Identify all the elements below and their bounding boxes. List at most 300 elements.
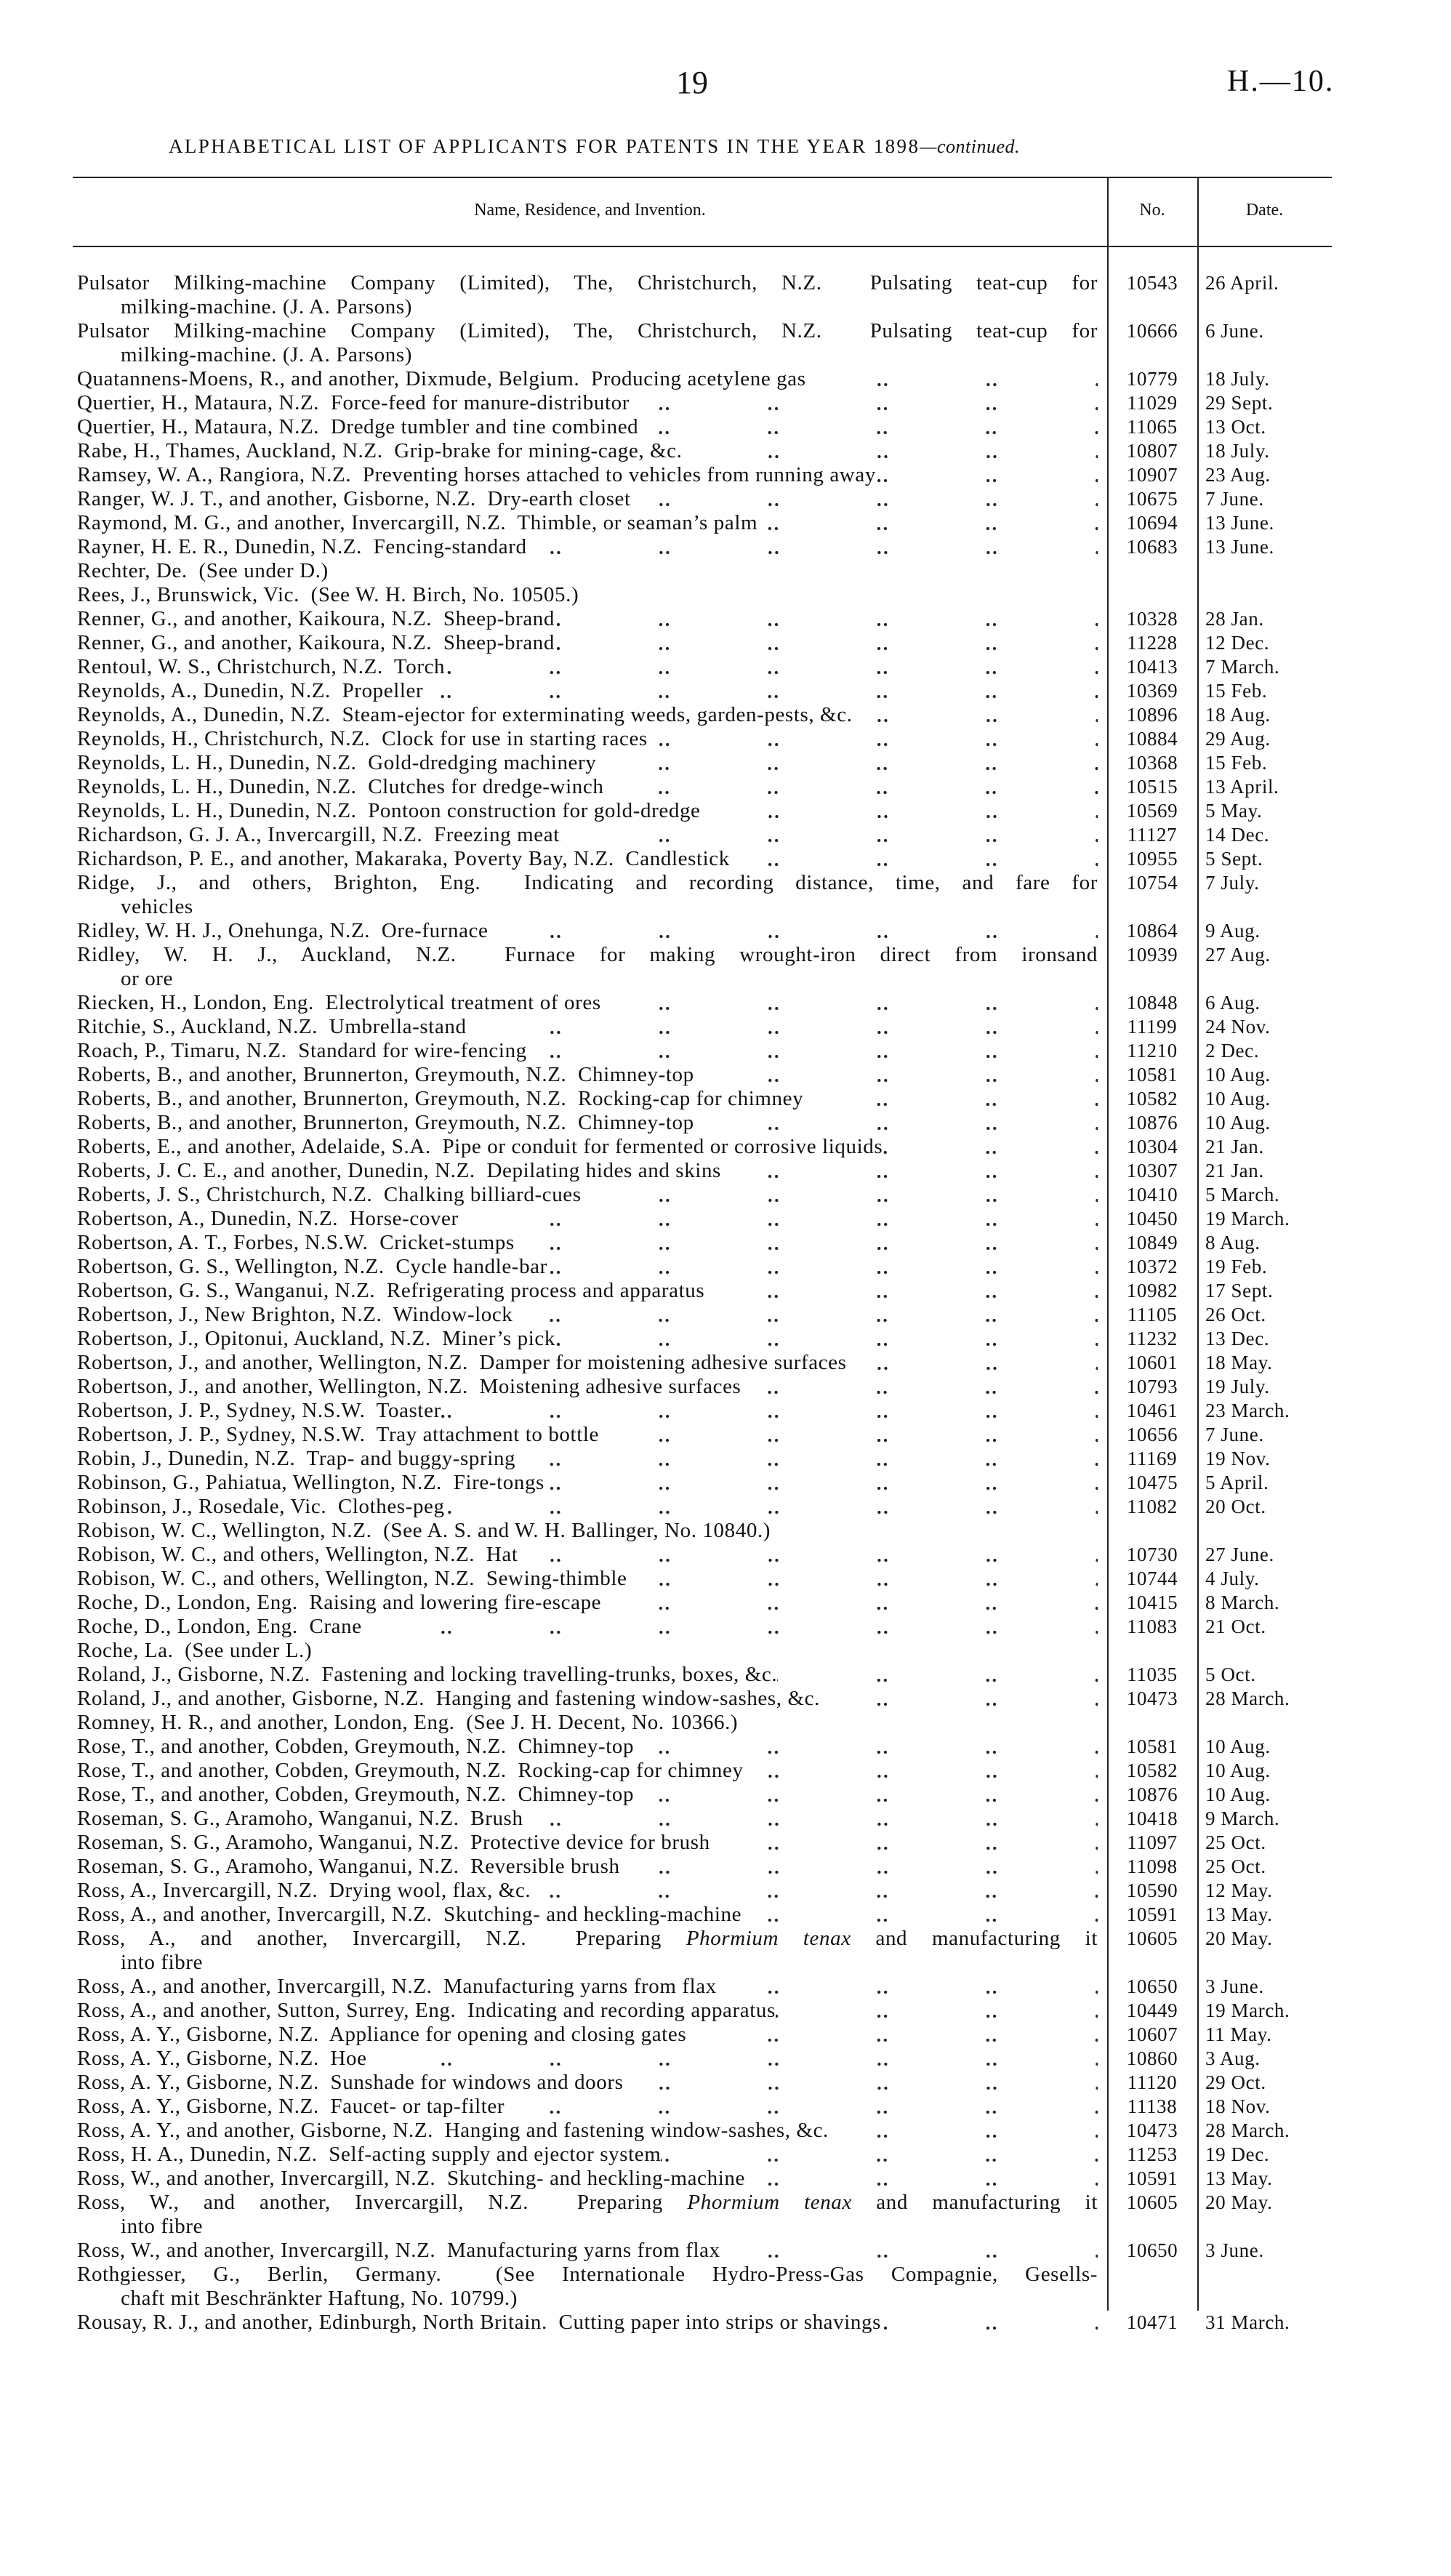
entry-text <box>77 775 603 799</box>
patent-number: 10955 <box>1126 848 1178 870</box>
application-date: 8 March. <box>1205 1592 1280 1613</box>
application-date: 9 March. <box>1205 1807 1280 1829</box>
application-date: 7 July. <box>1205 872 1260 894</box>
application-date: 20 May. <box>1205 2191 1273 2213</box>
entry-name <box>77 1063 1098 1087</box>
dot-leader <box>560 823 1098 847</box>
list-item <box>0 1159 1451 1183</box>
application-date: 10 Aug. <box>1205 1760 1271 1781</box>
list-item <box>0 1735 1451 1759</box>
entry-text-part: Ramsey, W. A., Rangiora, N.Z. Preventing horses attached to vehicles from running away <box>77 463 876 486</box>
dot-leader <box>820 1687 1098 1711</box>
entry-text <box>77 415 638 439</box>
patent-number: 10848 <box>1126 992 1178 1014</box>
title-text: ALPHABETICAL LIST OF APPLICANTS FOR PATENTS IN THE YEAR 1898 <box>169 135 920 157</box>
entry-name <box>77 2239 1098 2263</box>
dot-leader <box>881 2311 1098 2335</box>
page-title <box>169 135 1020 158</box>
list-item <box>0 367 1451 391</box>
entry-name <box>77 847 1098 871</box>
dot-leader <box>423 679 1098 703</box>
entry-name <box>77 871 1098 895</box>
entry-name <box>77 439 1098 463</box>
entry-text <box>77 607 555 631</box>
entry-text <box>77 2143 661 2167</box>
entry-text <box>77 1615 362 1639</box>
list-item <box>0 1975 1451 1999</box>
list-item <box>0 655 1451 679</box>
entry-name <box>77 1879 1098 1903</box>
list-item <box>0 1231 1451 1255</box>
entry-text <box>77 1543 518 1567</box>
entry-name <box>77 1759 1098 1783</box>
dot-leader <box>721 1159 1098 1183</box>
entry-name <box>77 535 1098 559</box>
list-item <box>0 2143 1451 2167</box>
column-header-name: Name, Residence, and Invention. <box>474 201 706 220</box>
entry-text-part: Roland, J., and another, Gisborne, N.Z. Hanging and fastening window-sashes, &c. <box>77 1687 820 1710</box>
dot-leader <box>620 1855 1098 1879</box>
patent-number: 10581 <box>1126 1736 1178 1757</box>
list-item <box>0 1927 1451 1951</box>
entry-text <box>77 1567 627 1591</box>
entry-text-part: Robin, J., Dunedin, N.Z. Trap- and buggy-spring <box>77 1447 516 1470</box>
page-number: 19 <box>676 65 708 100</box>
entry-text <box>77 1255 547 1279</box>
entry-text <box>77 535 527 559</box>
application-date: 19 July. <box>1205 1376 1270 1397</box>
dot-leader <box>634 1783 1098 1807</box>
entry-text-part: Ross, A., and another, Sutton, Surrey, Eng. Indicating and recording apparatus <box>77 1999 776 2022</box>
patent-number: 10591 <box>1126 1903 1178 1925</box>
dot-leader <box>720 2239 1098 2263</box>
list-item <box>0 1015 1451 1039</box>
entry-name <box>77 1591 1098 1615</box>
list-item <box>0 1687 1451 1711</box>
list-item <box>0 1783 1451 1807</box>
entry-text-part: Rose, T., and another, Cobden, Greymouth, N.Z. Rocking-cap for chimney <box>77 1759 744 1782</box>
entry-text <box>77 2167 745 2191</box>
entry-text-part: Rees, J., Brunswick, Vic. (See W. H. Birch, No. 10505.) <box>77 583 579 606</box>
application-date: 28 Jan. <box>1205 608 1264 630</box>
entry-name <box>77 799 1098 823</box>
list-item <box>0 1519 1451 1543</box>
entry-text-part: Ross, A., and another, Invercargill, N.Z. Preparing <box>77 1927 686 1950</box>
entry-text <box>77 1015 467 1039</box>
dot-leader <box>883 1135 1098 1159</box>
entry-text <box>77 799 701 823</box>
entry-text <box>77 1903 741 1927</box>
entry-text-part: Roberts, J. C. E., and another, Dunedin, N.Z. Depilating hides and skins <box>77 1159 721 1182</box>
entry-name <box>77 559 1098 583</box>
entry-name <box>77 583 1098 607</box>
entry-name <box>77 1711 1098 1735</box>
patent-number: 10675 <box>1126 488 1178 510</box>
entry-text-part: Romney, H. R., and another, London, Eng. (See J. H. Decent, No. 10366.) <box>77 1711 739 1734</box>
entry-text-part: Renner, G., and another, Kaikoura, N.Z. Sheep-brand <box>77 607 555 630</box>
patent-number: 10582 <box>1126 1088 1178 1110</box>
entry-text <box>77 1663 777 1687</box>
entry-text <box>77 1231 515 1255</box>
application-date: 11 May. <box>1205 2023 1272 2045</box>
list-item <box>0 847 1451 871</box>
list-item <box>0 535 1451 559</box>
entry-name <box>77 271 1098 295</box>
entry-text-part: Reynolds, L. H., Dunedin, N.Z. Pontoon construction for gold-dredge <box>77 799 701 822</box>
entry-continuation: or ore <box>121 967 174 990</box>
entry-name <box>77 1927 1098 1951</box>
list-item <box>0 1615 1451 1639</box>
list-item <box>0 1711 1451 1735</box>
entry-text <box>77 367 806 391</box>
entry-text <box>77 1639 312 1663</box>
dot-leader <box>582 1183 1098 1207</box>
entry-name <box>77 1303 1098 1327</box>
entry-text-part: Renner, G., and another, Kaikoura, N.Z. Sheep-brand <box>77 631 555 654</box>
patent-number: 10666 <box>1126 320 1178 342</box>
list-item <box>0 2023 1451 2047</box>
entry-text-part: Robison, W. C., and others, Wellington, N.Z. Hat <box>77 1543 518 1566</box>
list-item <box>0 1495 1451 1519</box>
dot-leader <box>527 535 1098 559</box>
entry-text <box>77 1423 599 1447</box>
entry-name <box>77 991 1098 1015</box>
entry-text <box>77 1927 1098 1951</box>
entry-text <box>77 1879 531 1903</box>
application-date: 13 June. <box>1205 536 1274 558</box>
list-item <box>0 1063 1451 1087</box>
entry-name <box>77 679 1098 703</box>
list-item <box>0 1087 1451 1111</box>
dot-leader <box>630 391 1098 415</box>
list-item <box>0 511 1451 535</box>
dot-leader <box>527 1039 1098 1063</box>
list-item <box>0 2263 1451 2287</box>
entry-name <box>77 1111 1098 1135</box>
application-date: 7 June. <box>1205 1424 1264 1445</box>
entry-name <box>77 1903 1098 1927</box>
entry-name <box>77 703 1098 727</box>
list-item <box>0 1879 1451 1903</box>
patent-number: 10650 <box>1126 2239 1178 2261</box>
entry-text-part: Roberts, E., and another, Adelaide, S.A. Pipe or conduit for fermented or corrosive liquids <box>77 1135 883 1158</box>
patent-number: 10907 <box>1126 464 1178 486</box>
entry-text <box>77 2239 720 2263</box>
dot-leader <box>555 631 1098 655</box>
dot-leader <box>741 1375 1098 1399</box>
entry-text-part: Roseman, S. G., Aramoho, Wanganui, N.Z. Reversible brush <box>77 1855 620 1878</box>
entry-text-part: Robertson, A. T., Forbes, N.S.W. Cricket-stumps <box>77 1231 515 1254</box>
dot-leader <box>638 415 1098 439</box>
application-date: 18 May. <box>1205 1352 1273 1373</box>
table-header-rule <box>73 246 1332 247</box>
entry-text <box>77 919 489 943</box>
list-item <box>0 1567 1451 1591</box>
entry-text-part: Reynolds, A., Dunedin, N.Z. Steam-ejector for exterminating weeds, garden-pests, &c. <box>77 703 853 726</box>
patent-number: 11097 <box>1127 1831 1178 1853</box>
application-date: 13 April. <box>1205 776 1279 798</box>
entry-text-part: Pulsator Milking-machine Company (Limited), The, Christchurch, N.Z. Pulsating teat-cup for <box>77 271 1098 294</box>
entry-text-part: Roseman, S. G., Aramoho, Wanganui, N.Z. Brush <box>77 1807 523 1830</box>
patent-number: 10650 <box>1126 1975 1178 1997</box>
list-item <box>0 2239 1451 2263</box>
patent-number: 10304 <box>1126 1136 1178 1157</box>
entry-text-part: Robinson, J., Rosedale, Vic. Clothes-peg <box>77 1495 445 1518</box>
entry-text <box>77 2311 881 2335</box>
application-date: 10 Aug. <box>1205 1736 1271 1757</box>
list-item <box>0 2311 1451 2335</box>
dot-leader <box>745 2167 1098 2191</box>
dot-leader <box>710 1831 1098 1855</box>
entry-text <box>77 943 1098 967</box>
patent-number: 10683 <box>1126 536 1178 558</box>
dot-leader <box>661 2143 1098 2167</box>
dot-leader <box>704 1279 1098 1303</box>
dot-leader <box>757 511 1098 535</box>
application-date: 27 June. <box>1205 1544 1274 1565</box>
entry-text <box>77 2095 505 2119</box>
patent-number: 10591 <box>1126 2167 1178 2189</box>
entry-text <box>77 583 579 607</box>
application-date: 10 Aug. <box>1205 1088 1271 1110</box>
patent-number: 10864 <box>1126 920 1178 942</box>
entry-name <box>77 1615 1098 1639</box>
list-item <box>0 319 1451 343</box>
entry-text <box>77 2023 686 2047</box>
entry-text <box>77 271 1098 295</box>
entry-name <box>77 1807 1098 1831</box>
dot-leader <box>803 1087 1098 1111</box>
entry-text-part: Ranger, W. J. T., and another, Gisborne, N.Z. Dry-earth closet <box>77 487 631 510</box>
entry-text <box>77 1735 634 1759</box>
entry-text-part: Robison, W. C., Wellington, N.Z. (See A. S. and W. H. Ballinger, No. 10840.) <box>77 1519 771 1542</box>
list-item <box>0 2167 1451 2191</box>
list-item <box>0 751 1451 775</box>
application-date: 29 Oct. <box>1205 2071 1266 2093</box>
entry-text-part: Robertson, J., and another, Wellington, N.Z. Damper for moistening adhesive surfaces <box>77 1351 847 1374</box>
patent-number: 10849 <box>1126 1232 1178 1253</box>
application-date: 21 Oct. <box>1205 1616 1266 1637</box>
entry-text <box>77 2047 367 2071</box>
patent-number: 10569 <box>1126 800 1178 822</box>
entry-text <box>77 439 683 463</box>
entry-text <box>77 487 631 511</box>
dot-leader <box>544 1471 1098 1495</box>
patent-number: 10475 <box>1126 1472 1178 1493</box>
application-date: 2 Dec. <box>1205 1040 1260 1062</box>
entry-text <box>77 1351 847 1375</box>
entry-text <box>77 1711 738 1735</box>
entry-text-part: Ross, A. Y., and another, Gisborne, N.Z. Hanging and fastening window-sashes, &c. <box>77 2119 829 2142</box>
title-suffix: —continued. <box>920 136 1020 157</box>
entry-text <box>77 2191 1098 2215</box>
entry-name <box>77 1663 1098 1687</box>
application-date: 29 Aug. <box>1205 728 1271 750</box>
application-date: 18 July. <box>1205 368 1270 390</box>
entry-text <box>77 727 648 751</box>
dot-leader <box>555 607 1098 631</box>
entry-text <box>77 871 1098 895</box>
entry-text <box>77 559 329 583</box>
list-item <box>0 679 1451 703</box>
entry-text-part: Rose, T., and another, Cobden, Greymouth, N.Z. Chimney-top <box>77 1783 635 1806</box>
entry-name <box>77 319 1098 343</box>
list-item <box>0 991 1451 1015</box>
entry-text <box>77 1207 459 1231</box>
entry-text <box>77 1183 582 1207</box>
patent-number: 10461 <box>1126 1400 1178 1421</box>
entry-name <box>77 2191 1098 2215</box>
entry-text-part: Reynolds, L. H., Dunedin, N.Z. Clutches for dredge-winch <box>77 775 604 798</box>
entry-text <box>77 2263 1098 2287</box>
entry-text <box>77 823 560 847</box>
entry-name <box>77 1999 1098 2023</box>
list-item-continuation <box>0 1951 1451 1975</box>
entry-text <box>77 1807 523 1831</box>
entry-name <box>77 1447 1098 1471</box>
application-date: 19 Nov. <box>1205 1448 1271 1469</box>
entry-text-part: Rose, T., and another, Cobden, Greymouth, N.Z. Chimney-top <box>77 1735 635 1758</box>
entry-italic-text: Phormium tenax <box>686 1927 851 1950</box>
entry-text-part: Ross, W., and another, Invercargill, N.Z. Manufacturing yarns from flax <box>77 2239 720 2262</box>
entry-name <box>77 415 1098 439</box>
patent-number: 11169 <box>1127 1448 1178 1469</box>
list-item <box>0 1807 1451 1831</box>
dot-leader <box>624 2071 1098 2095</box>
list-item <box>0 487 1451 511</box>
dot-leader <box>741 1903 1098 1927</box>
entry-text-part: Rabe, H., Thames, Auckland, N.Z. Grip-brake for mining-cage, &c. <box>77 439 683 462</box>
dot-leader <box>513 1303 1098 1327</box>
patent-number: 10860 <box>1126 2047 1178 2069</box>
entry-name <box>77 1639 1098 1663</box>
list-item <box>0 2095 1451 2119</box>
entry-text <box>77 511 757 535</box>
patent-number: 11210 <box>1127 1040 1178 1062</box>
patent-number: 10793 <box>1126 1376 1178 1397</box>
entry-name <box>77 1255 1098 1279</box>
list-item <box>0 1255 1451 1279</box>
entry-name <box>77 1735 1098 1759</box>
patent-number: 11228 <box>1127 632 1178 654</box>
application-date: 18 Nov. <box>1205 2095 1271 2117</box>
application-date: 27 Aug. <box>1205 944 1271 966</box>
list-item <box>0 583 1451 607</box>
entry-text <box>77 655 445 679</box>
entry-text <box>77 391 630 415</box>
entry-text-part: Robertson, J., and another, Wellington, N.Z. Moistening adhesive surfaces <box>77 1375 741 1398</box>
entry-text <box>77 1327 555 1351</box>
dot-leader <box>694 1063 1098 1087</box>
dot-leader <box>518 1543 1098 1567</box>
dot-leader <box>362 1615 1098 1639</box>
entry-name <box>77 943 1098 967</box>
entry-text-part: Richardson, G. J. A., Invercargill, N.Z. Freezing meat <box>77 823 560 846</box>
entry-name <box>77 1495 1098 1519</box>
entry-text-part: Rothgiesser, G., Berlin, Germany. (See Internationale Hydro-Press-Gas Compagnie, Gesells- <box>77 2263 1098 2286</box>
application-date: 6 Aug. <box>1205 992 1261 1014</box>
entry-text <box>77 1447 515 1471</box>
patent-number: 11083 <box>1127 1616 1178 1637</box>
entry-name <box>77 1783 1098 1807</box>
entry-name <box>77 2095 1098 2119</box>
patent-number: 10543 <box>1126 272 1178 294</box>
list-item-continuation <box>0 295 1451 319</box>
entry-text-part: Robertson, A., Dunedin, N.Z. Horse-cover <box>77 1207 459 1230</box>
entry-text-part: Ridge, J., and others, Brighton, Eng. Indicating and recording distance, time, and fare for <box>77 871 1098 894</box>
applicant-list <box>0 271 1451 2335</box>
patent-number: 10656 <box>1126 1424 1178 1445</box>
list-item <box>0 775 1451 799</box>
list-item <box>0 1447 1451 1471</box>
entry-name <box>77 1543 1098 1567</box>
application-date: 23 Aug. <box>1205 464 1271 486</box>
dot-leader <box>777 1663 1098 1687</box>
patent-number: 11232 <box>1127 1328 1178 1349</box>
dot-leader <box>599 1423 1098 1447</box>
entry-text <box>77 703 853 727</box>
entry-text-part: Reynolds, L. H., Dunedin, N.Z. Gold-dredging machinery <box>77 751 597 774</box>
dot-leader <box>776 1999 1098 2023</box>
list-item <box>0 1759 1451 1783</box>
dot-leader <box>876 463 1098 487</box>
entry-text-part: Quertier, H., Mataura, N.Z. Force-feed for manure-distributor <box>77 391 630 414</box>
entry-text-part: Rechter, De. (See under D.) <box>77 559 329 582</box>
application-date: 5 May. <box>1205 800 1263 822</box>
patent-number: 11029 <box>1127 392 1178 414</box>
entry-text-part: Robinson, G., Pahiatua, Wellington, N.Z. Fire-tongs <box>77 1471 544 1494</box>
entry-text-part: Ross, A. Y., Gisborne, N.Z. Appliance for opening and closing gates <box>77 2023 687 2046</box>
list-item <box>0 1999 1451 2023</box>
application-date: 3 June. <box>1205 1975 1264 1997</box>
entry-text-part: Robertson, G. S., Wanganui, N.Z. Refrigerating process and apparatus <box>77 1279 705 1302</box>
list-item <box>0 1039 1451 1063</box>
patent-number: 10450 <box>1126 1208 1178 1229</box>
entry-name <box>77 2143 1098 2167</box>
application-date: 31 March. <box>1205 2311 1290 2333</box>
dot-leader <box>806 367 1098 391</box>
application-date: 18 July. <box>1205 440 1270 462</box>
entry-text <box>77 1159 721 1183</box>
application-date: 19 March. <box>1205 1208 1290 1229</box>
dot-leader <box>515 1447 1098 1471</box>
list-item <box>0 703 1451 727</box>
application-date: 20 May. <box>1205 1927 1273 1949</box>
entry-text-part: Ross, A. Y., Gisborne, N.Z. Sunshade for windows and doors <box>77 2071 624 2094</box>
entry-text-part: Robertson, J. P., Sydney, N.S.W. Tray attachment to bottle <box>77 1423 599 1446</box>
entry-text <box>77 847 730 871</box>
entry-text-part: Ross, A. Y., Gisborne, N.Z. Faucet- or tap-filter <box>77 2095 505 2118</box>
list-item <box>0 1351 1451 1375</box>
entry-text-part: Roberts, B., and another, Brunnerton, Greymouth, N.Z. Rocking-cap for chimney <box>77 1087 804 1110</box>
table-top-rule <box>73 177 1332 178</box>
entry-name <box>77 727 1098 751</box>
entry-name <box>77 823 1098 847</box>
entry-text <box>77 1783 634 1807</box>
application-date: 4 July. <box>1205 1568 1260 1589</box>
entry-text-part: Robertson, G. S., Wellington, N.Z. Cycle handle-bar <box>77 1255 547 1278</box>
entry-text <box>77 1375 741 1399</box>
list-item-continuation <box>0 895 1451 919</box>
patent-number: 10515 <box>1126 776 1178 798</box>
patent-number: 11138 <box>1127 2095 1178 2117</box>
entry-name <box>77 751 1098 775</box>
application-date: 19 March. <box>1205 1999 1290 2021</box>
patent-number: 10876 <box>1126 1112 1178 1133</box>
entry-text-part: Roseman, S. G., Aramoho, Wanganui, N.Z. Protective device for brush <box>77 1831 710 1854</box>
list-item <box>0 1207 1451 1231</box>
application-date: 28 March. <box>1205 1688 1290 1709</box>
